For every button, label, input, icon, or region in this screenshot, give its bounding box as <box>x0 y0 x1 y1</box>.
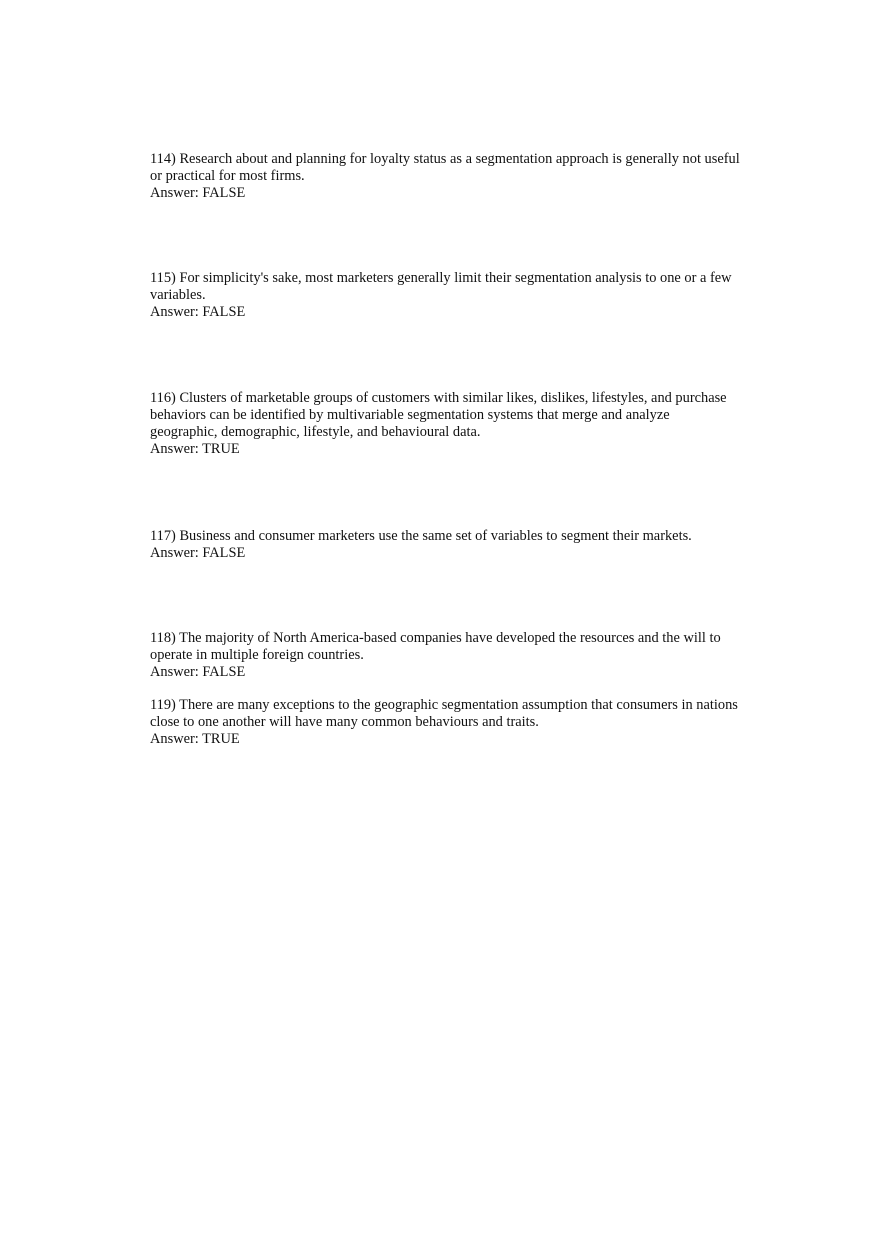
question-text: 118) The majority of North America-based companies have developed the resources and the will to operate in multiple foreign countries. <box>150 630 721 663</box>
question-answer: Answer: FALSE <box>150 545 246 561</box>
question-text: 115) For simplicity's sake, most marketers generally limit their segmentation analysis to one or a few variables. <box>150 270 732 303</box>
question-115 <box>150 270 740 321</box>
question-text: 116) Clusters of marketable groups of customers with similar likes, dislikes, lifestyles, and purchase behaviors can be identified by multivariable segmentation systems that merge and analyze geographic, demographic, lifestyle, and behavioural data. <box>150 390 727 440</box>
question-116 <box>150 390 740 458</box>
question-answer: Answer: FALSE <box>150 664 246 680</box>
question-answer: Answer: FALSE <box>150 304 246 320</box>
question-text: 119) There are many exceptions to the geographic segmentation assumption that consumers in nations close to one another will have many common behaviours and traits. <box>150 697 738 730</box>
question-answer: Answer: FALSE <box>150 185 246 201</box>
question-119 <box>150 697 740 748</box>
question-answer: Answer: TRUE <box>150 731 240 747</box>
question-text: 114) Research about and planning for loyalty status as a segmentation approach is generally not useful or practical for most firms. <box>150 151 740 184</box>
question-114 <box>150 151 740 202</box>
question-answer: Answer: TRUE <box>150 441 240 457</box>
question-118 <box>150 630 740 681</box>
question-117 <box>150 528 740 562</box>
question-text: 117) Business and consumer marketers use the same set of variables to segment their markets. <box>150 528 692 544</box>
